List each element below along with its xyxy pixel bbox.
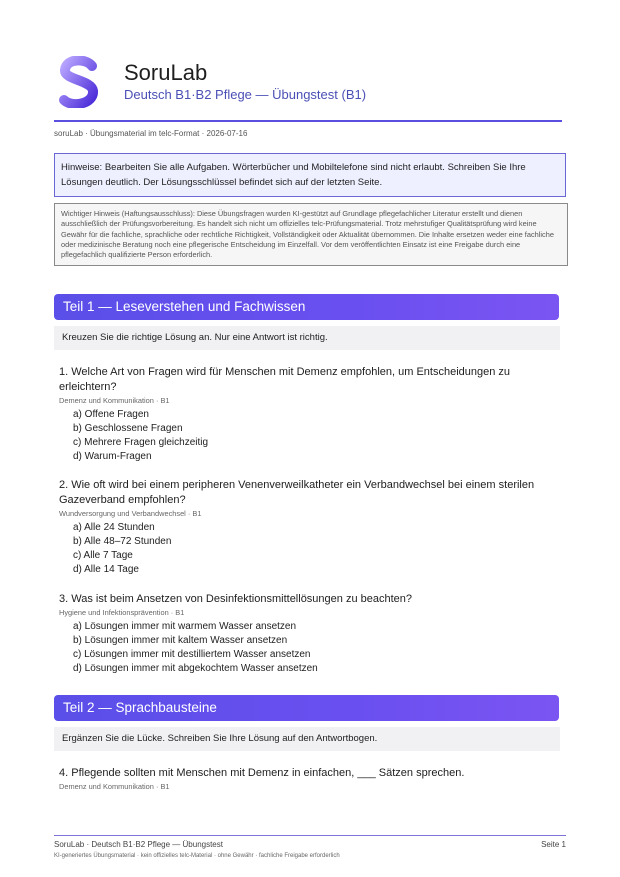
option-b[interactable]: b) Lösungen immer mit kaltem Wasser ansetzen: [73, 635, 288, 646]
question-topic: Wundversorgung und Verbandwechsel · B1: [59, 509, 202, 518]
option-b[interactable]: b) Alle 48–72 Stunden: [73, 536, 172, 547]
brand-name: SoruLab: [124, 60, 208, 85]
question-topic: Demenz und Kommunikation · B1: [59, 396, 170, 405]
answer-options: [59, 620, 549, 676]
document-subtitle: Deutsch B1·B2 Pflege — Übungstest (B1): [124, 87, 367, 102]
option-d[interactable]: d) Warum-Fragen: [73, 451, 152, 462]
question-topic: Demenz und Kommunikation · B1: [59, 782, 170, 791]
question-2: [59, 478, 549, 577]
option-a[interactable]: a) Offene Fragen: [73, 409, 149, 420]
question-3: [59, 592, 549, 676]
document-meta: soruLab · Übungsmaterial im telc-Format · 2026-07-16: [54, 129, 248, 138]
option-b[interactable]: b) Geschlossene Fragen: [73, 423, 183, 434]
footer-title: SoruLab · Deutsch B1·B2 Pflege — Übungstest: [54, 840, 223, 849]
section-header-part2: Teil 2 — Sprachbausteine: [54, 695, 559, 721]
question-4: [59, 766, 549, 792]
instructions-notice: Hinweise: Bearbeiten Sie alle Aufgaben. Wörterbücher und Mobiltelefone sind nicht erlaubt. Schreiben Sie Ihre Lösungen deutlich. Der Lösungsschlüssel befindet sich auf der letzten Seite.: [54, 153, 566, 197]
part1-instruction: Kreuzen Sie die richtige Lösung an. Nur eine Antwort ist richtig.: [54, 326, 560, 350]
question-text: 3. Was ist beim Ansetzen von Desinfektionsmittellösungen zu beachten?: [59, 593, 413, 605]
option-d[interactable]: d) Alle 14 Tage: [73, 564, 139, 575]
page-number: Seite 1: [541, 840, 566, 849]
option-d[interactable]: d) Lösungen immer mit abgekochtem Wasser ansetzen: [73, 663, 318, 674]
option-a[interactable]: a) Lösungen immer mit warmem Wasser ansetzen: [73, 621, 297, 632]
disclaimer-box: Wichtiger Hinweis (Haftungsausschluss): Diese Übungsfragen wurden KI-gestützt auf Grundlage pflegefachlicher Literatur erstellt und dienen ausschließlich der Prüfungsvorbereitung. Es handelt sich nicht um offizielles telc-Prüfungsmaterial. Trotz mehrstufiger Qualitätsprüfung wird keine Gewähr für die fachliche, sprachliche oder rechtliche Richtigkeit, Vollständigkeit oder Aktualität übernommen. Die Inhalte ersetzen weder eine fachliche oder medizinische Beratung noch eine pflegerische Entscheidung im Einzelfall. Vor dem veröffentlichten Einsatz ist eine Freigabe durch eine pflegefachlich qualifizierte Person erforderlich.: [54, 203, 568, 266]
question-text: 1. Welche Art von Fragen wird für Menschen mit Demenz empfohlen, um Entscheidungen zu erleichtern?: [59, 366, 511, 393]
option-c[interactable]: c) Alle 7 Tage: [73, 550, 133, 561]
question-topic: Hygiene und Infektionsprävention · B1: [59, 608, 185, 617]
question-1: [59, 365, 549, 464]
footer-divider: [54, 835, 566, 836]
answer-options: [59, 521, 549, 577]
question-text: 4. Pflegende sollten mit Menschen mit Demenz in einfachen, ___ Sätzen sprechen.: [59, 767, 465, 779]
option-a[interactable]: a) Alle 24 Stunden: [73, 522, 155, 533]
part2-instruction: Ergänzen Sie die Lücke. Schreiben Sie Ihre Lösung auf den Antwortbogen.: [54, 727, 560, 751]
footer-note: KI-generiertes Übungsmaterial · kein offizielles telc-Material · ohne Gewähr · fachliche Freigabe erforderlich: [54, 853, 340, 859]
option-c[interactable]: c) Lösungen immer mit destilliertem Wasser ansetzen: [73, 649, 311, 660]
section-header-part1: Teil 1 — Leseverstehen und Fachwissen: [54, 294, 559, 320]
question-text: 2. Wie oft wird bei einem peripheren Venenverweilkatheter ein Verbandwechsel bei einem sterilen Gazeverband empfohlen?: [59, 479, 535, 506]
answer-options: [59, 408, 549, 464]
option-c[interactable]: c) Mehrere Fragen gleichzeitig: [73, 437, 209, 448]
header-divider: [54, 120, 562, 122]
sorulab-logo: [58, 56, 100, 108]
